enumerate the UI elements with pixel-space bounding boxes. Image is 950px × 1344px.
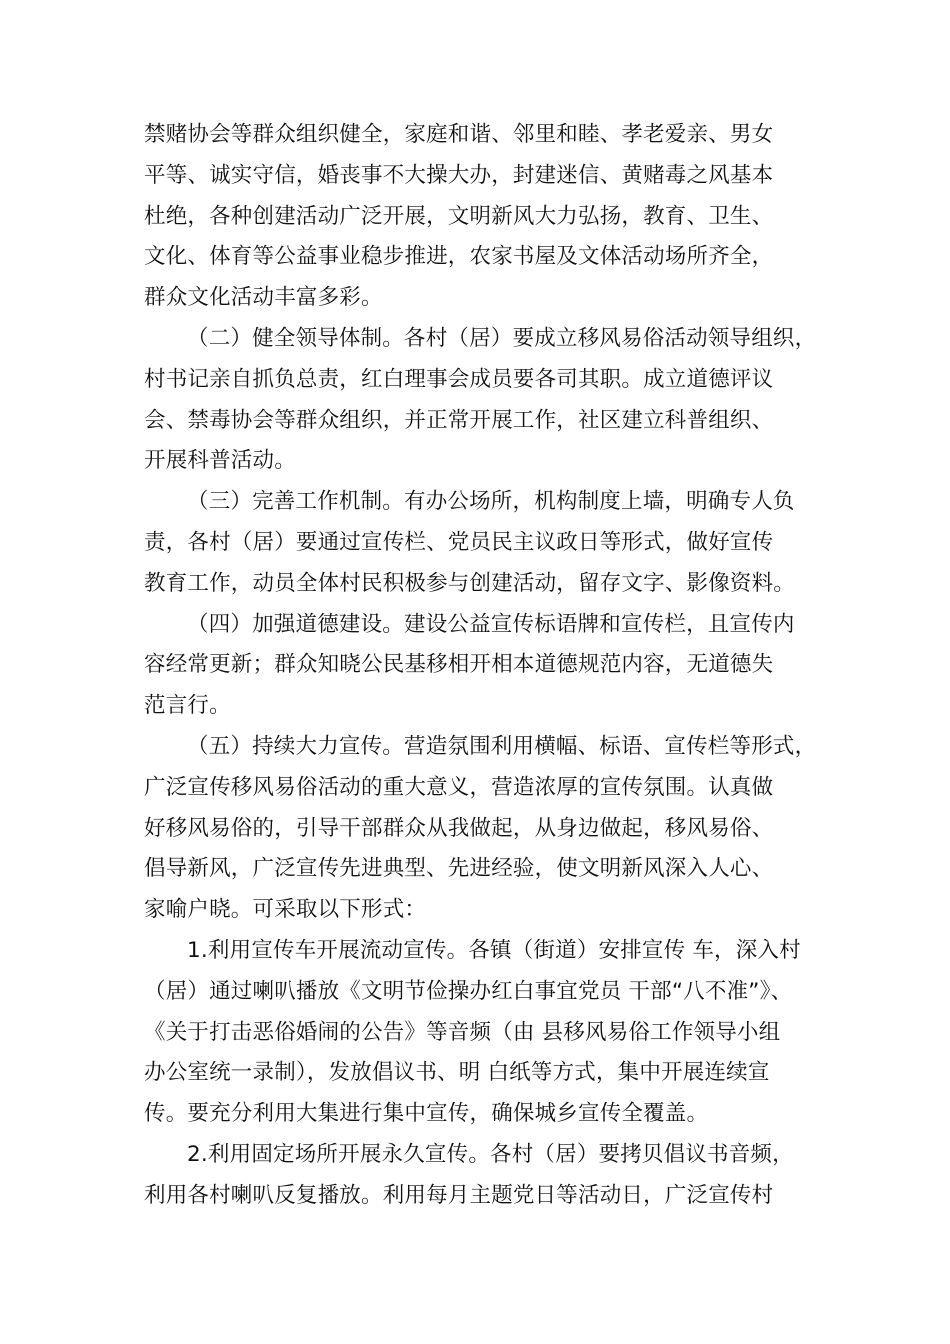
- paragraph-2-leadership-system: [144, 319, 832, 482]
- text-line: 倡导新风，广泛宣传先进典型、先进经验，使文明新风深入人心、: [144, 856, 774, 882]
- text-line: （五）持续大力宣传。营造氛围利用横幅、标语、宣传栏等形式，: [187, 733, 817, 759]
- text-line: 村书记亲自抓负总责，红白理事会成员要各司其职。成立道德评议: [144, 366, 774, 392]
- text-line: 1.利用宣传车开展流动宣传。各镇（街道）安排宣传 车，深入村: [187, 937, 801, 963]
- paragraph-1: [144, 115, 832, 319]
- text-line: 广泛宣传移风易俗活动的重大意义，营造浓厚的宣传氛围。认真做: [144, 774, 774, 800]
- text-line: 传。要充分利用大集进行集中宣传，确保城乡宣传全覆盖。: [144, 1101, 709, 1127]
- text-line: 办公室统一录制），发放倡议书、明 白纸等方式，集中开展连续宣: [144, 1060, 770, 1086]
- text-line: 《关于打击恶俗婚闹的公告》等音频（由 县移风易俗工作领导小组: [144, 1019, 781, 1045]
- text-line: 开展科普活动。: [144, 448, 296, 474]
- text-line: （三）完善工作机制。有办公场所，机构制度上墙，明确专人负: [187, 489, 795, 515]
- text-line: 利用各村喇叭反复播放。利用每月主题党日等活动日，广泛宣传村: [144, 1182, 774, 1208]
- text-line: （居）通过喇叭播放《文明节俭操办红白事宜党员 干部“八不准”》、: [144, 978, 793, 1004]
- text-line: 责，各村（居）要通过宣传栏、党员民主议政日等形式，做好宣传: [144, 529, 774, 555]
- paragraph-5-publicity: [144, 727, 832, 931]
- text-line: 平等、诚实守信，婚丧事不大操大办，封建迷信、黄赌毒之风基本: [144, 162, 774, 188]
- text-line: 群众文化活动丰富多彩。: [144, 285, 383, 311]
- paragraph-4-moral-construction: [144, 605, 832, 727]
- text-line: 文化、体育等公益事业稳步推进，农家书屋及文体活动场所齐全，: [144, 244, 774, 270]
- text-line: 2.利用固定场所开展永久宣传。各村（居）要拷贝倡议书音频，: [187, 1141, 794, 1167]
- paragraph-7-fixed-publicity: [144, 1135, 832, 1217]
- text-line: 容经常更新；群众知晓公民基移相开相本道德规范内容，无道德失: [144, 652, 774, 678]
- text-line: （二）健全领导体制。各村（居）要成立移风易俗活动领导组织，: [187, 325, 817, 351]
- paragraph-3-work-mechanism: [144, 482, 832, 604]
- text-line: （四）加强道德建设。建设公益宣传标语牌和宣传栏，且宣传内: [187, 611, 795, 637]
- text-line: 教育工作，动员全体村民积极参与创建活动，留存文字、影像资料。: [144, 570, 796, 596]
- paragraph-6-mobile-publicity: [144, 931, 832, 1135]
- document-body: [144, 115, 832, 1217]
- text-line: 好移风易俗的，引导干部群众从我做起，从身边做起，移风易俗、: [144, 815, 774, 841]
- text-line: 家喻户晓。可采取以下形式：: [144, 897, 427, 923]
- text-line: 会、禁毒协会等群众组织，并正常开展工作，社区建立科普组织、: [144, 407, 774, 433]
- text-line: 禁赌协会等群众组织健全，家庭和谐、邻里和睦、孝老爱亲、男女: [144, 122, 774, 147]
- text-line: 杜绝，各种创建活动广泛开展，文明新风大力弘扬，教育、卫生、: [144, 203, 774, 229]
- text-line: 范言行。: [144, 693, 231, 719]
